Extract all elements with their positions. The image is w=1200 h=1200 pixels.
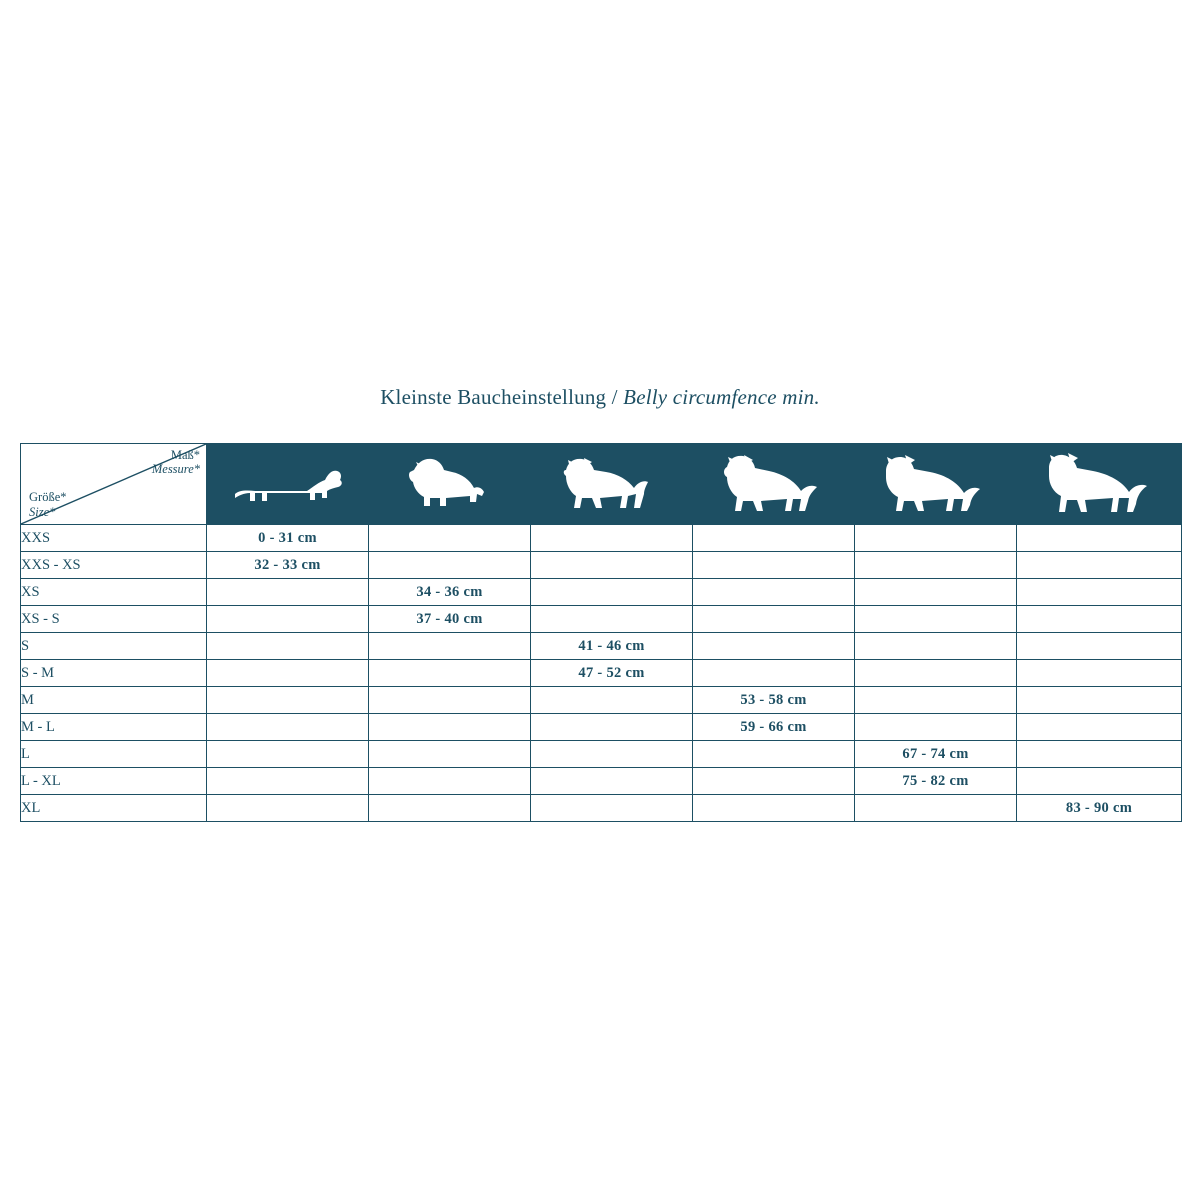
- row-size-label: XXS - XS: [21, 552, 207, 579]
- cell-col3: [531, 714, 693, 741]
- column-header-col4: [693, 444, 855, 525]
- cell-col5: [855, 579, 1017, 606]
- corner-size-label: [29, 490, 67, 519]
- cell-col6: [1017, 552, 1182, 579]
- cell-col1: [207, 660, 369, 687]
- cell-col1: [207, 687, 369, 714]
- header-corner-cell: [21, 444, 207, 525]
- cell-col2: [369, 768, 531, 795]
- cell-col3: [531, 741, 693, 768]
- corner-measure-label: [152, 448, 200, 477]
- cell-col4: [693, 768, 855, 795]
- cell-col6: [1017, 606, 1182, 633]
- cell-col2: 37 - 40 cm: [369, 606, 531, 633]
- row-size-label: XS: [21, 579, 207, 606]
- cell-col2: [369, 741, 531, 768]
- cell-col2: [369, 714, 531, 741]
- cell-col6: [1017, 768, 1182, 795]
- corner-measure-en: Messure*: [151, 462, 200, 477]
- cell-col5: [855, 633, 1017, 660]
- cell-col2: [369, 660, 531, 687]
- cell-col4: [693, 660, 855, 687]
- cell-col1: [207, 795, 369, 822]
- corner-measure-de: Maß*: [170, 448, 200, 462]
- row-size-label: M - L: [21, 714, 207, 741]
- column-header-col5: [855, 444, 1017, 525]
- column-header-col1: [207, 444, 369, 525]
- table-row: [21, 660, 1182, 687]
- cell-col4: [693, 552, 855, 579]
- cell-col3: [531, 768, 693, 795]
- row-size-label: L - XL: [21, 768, 207, 795]
- cell-col4: [693, 525, 855, 552]
- cell-col4: 59 - 66 cm: [693, 714, 855, 741]
- corner-size-de: Größe*: [29, 490, 67, 505]
- size-table-wrapper: [20, 443, 1181, 822]
- cell-col5: 67 - 74 cm: [855, 741, 1017, 768]
- cell-col2: [369, 633, 531, 660]
- cell-col4: [693, 633, 855, 660]
- cell-col2: 34 - 36 cm: [369, 579, 531, 606]
- row-size-label: S: [21, 633, 207, 660]
- table-row: [21, 795, 1182, 822]
- table-row: [21, 579, 1182, 606]
- cell-col3: [531, 525, 693, 552]
- dachshund-icon: [207, 460, 368, 508]
- chart-title-en: Belly circumfence min.: [623, 385, 820, 409]
- corner-size-en: Size*: [29, 504, 56, 519]
- cell-col2: [369, 687, 531, 714]
- table-row: [21, 606, 1182, 633]
- cell-col6: 83 - 90 cm: [1017, 795, 1182, 822]
- great-dane-icon: [1017, 452, 1181, 516]
- cell-col2: [369, 795, 531, 822]
- table-row: [21, 687, 1182, 714]
- chart-title: [0, 385, 1200, 410]
- cell-col3: 41 - 46 cm: [531, 633, 693, 660]
- cell-col6: [1017, 741, 1182, 768]
- cell-col1: [207, 714, 369, 741]
- cell-col5: [855, 606, 1017, 633]
- cell-col1: [207, 768, 369, 795]
- terrier-icon: [369, 456, 530, 512]
- cell-col5: [855, 795, 1017, 822]
- cell-col3: [531, 552, 693, 579]
- row-size-label: XXS: [21, 525, 207, 552]
- cell-col3: [531, 579, 693, 606]
- table-header-row: [21, 444, 1182, 525]
- cell-col3: [531, 687, 693, 714]
- chart-title-de: Kleinste Baucheinstellung: [380, 385, 607, 409]
- cell-col6: [1017, 660, 1182, 687]
- cell-col4: [693, 741, 855, 768]
- cell-col4: 53 - 58 cm: [693, 687, 855, 714]
- table-row: [21, 741, 1182, 768]
- cell-col1: [207, 741, 369, 768]
- column-header-col3: [531, 444, 693, 525]
- cell-col3: 47 - 52 cm: [531, 660, 693, 687]
- cell-col3: [531, 795, 693, 822]
- table-row: [21, 633, 1182, 660]
- column-header-col2: [369, 444, 531, 525]
- cell-col5: [855, 552, 1017, 579]
- cell-col2: [369, 525, 531, 552]
- table-row: [21, 714, 1182, 741]
- chart-title-separator: /: [606, 385, 624, 409]
- cell-col5: [855, 525, 1017, 552]
- row-size-label: M: [21, 687, 207, 714]
- table-row: [21, 768, 1182, 795]
- cell-col4: [693, 579, 855, 606]
- row-size-label: S - M: [21, 660, 207, 687]
- cell-col1: [207, 606, 369, 633]
- cell-col6: [1017, 633, 1182, 660]
- table-row: [21, 525, 1182, 552]
- cell-col5: 75 - 82 cm: [855, 768, 1017, 795]
- cell-col3: [531, 606, 693, 633]
- cell-col1: 32 - 33 cm: [207, 552, 369, 579]
- cell-col1: 0 - 31 cm: [207, 525, 369, 552]
- row-size-label: XS - S: [21, 606, 207, 633]
- cell-col2: [369, 552, 531, 579]
- cell-col6: [1017, 579, 1182, 606]
- cell-col5: [855, 660, 1017, 687]
- cell-col6: [1017, 525, 1182, 552]
- row-size-label: L: [21, 741, 207, 768]
- cell-col1: [207, 633, 369, 660]
- cell-col6: [1017, 714, 1182, 741]
- row-size-label: XL: [21, 795, 207, 822]
- column-header-col6: [1017, 444, 1182, 525]
- cell-col4: [693, 795, 855, 822]
- cell-col6: [1017, 687, 1182, 714]
- beagle-icon: [531, 454, 692, 514]
- cell-col5: [855, 687, 1017, 714]
- cell-col1: [207, 579, 369, 606]
- schnauzer-icon: [693, 453, 854, 515]
- shepherd-icon: [855, 453, 1016, 515]
- table-row: [21, 552, 1182, 579]
- cell-col4: [693, 606, 855, 633]
- cell-col5: [855, 714, 1017, 741]
- size-table: [20, 443, 1182, 822]
